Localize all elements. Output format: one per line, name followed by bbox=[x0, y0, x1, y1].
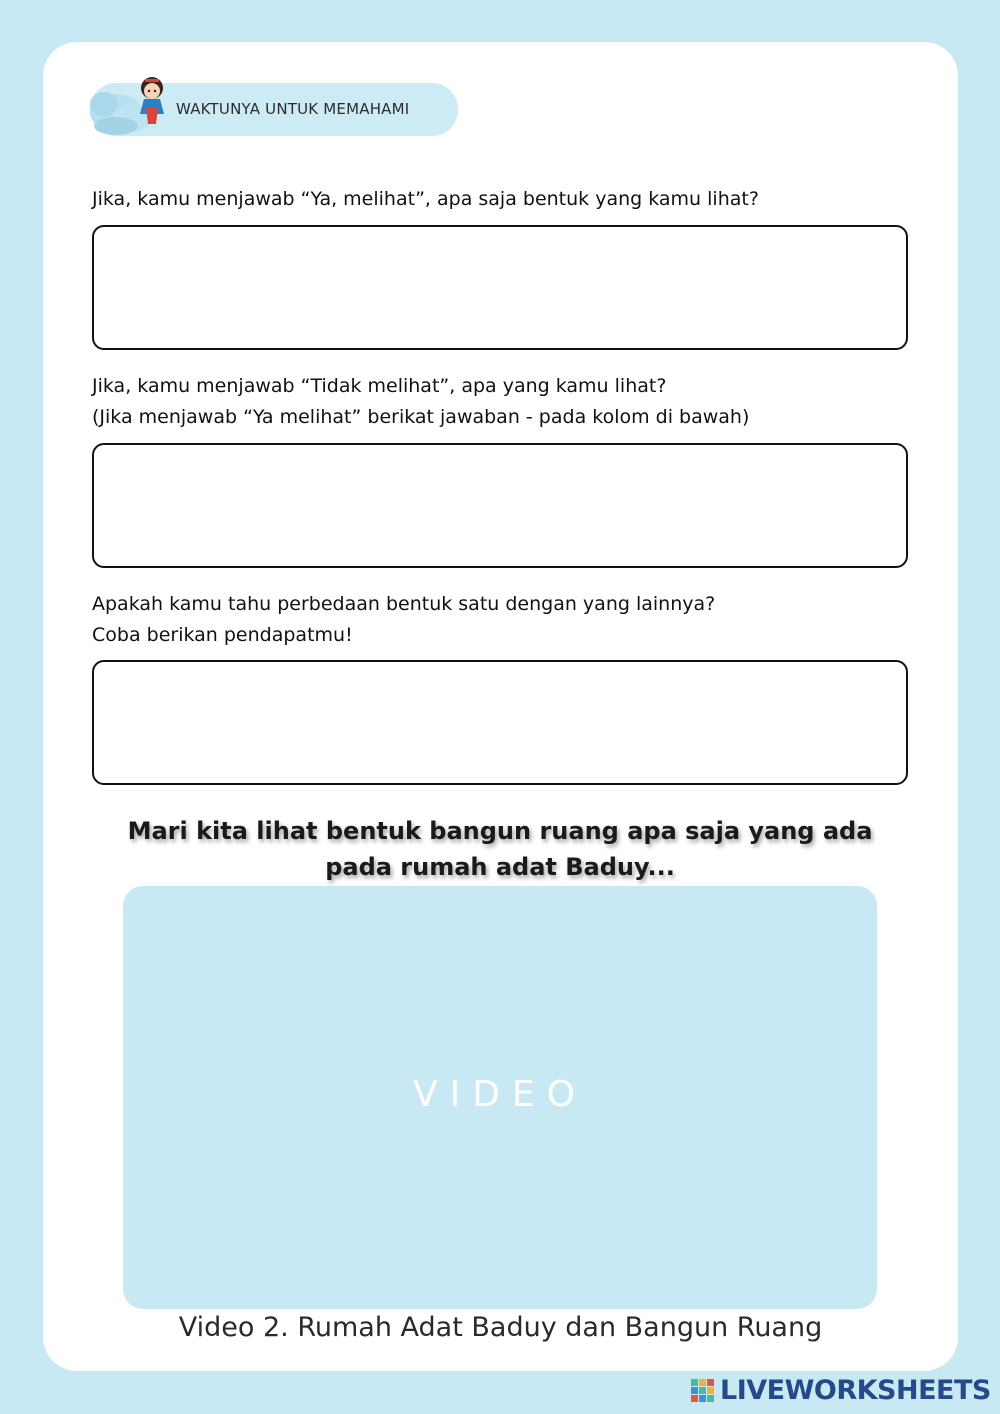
question-2-line-1: Jika, kamu menjawab “Tidak melihat”, apa yang kamu lihat? bbox=[92, 375, 667, 397]
liveworksheets-logo-icon bbox=[690, 1377, 716, 1403]
question-2-line-2: (Jika menjawab “Ya melihat” berikat jawaban - pada kolom di bawah) bbox=[92, 406, 750, 428]
question-1 bbox=[92, 184, 759, 215]
video-prompt-line-2: pada rumah adat Baduy... bbox=[325, 853, 675, 881]
video-caption: Video 2. Rumah Adat Baduy dan Bangun Ruang bbox=[178, 1312, 823, 1343]
question-2 bbox=[92, 371, 749, 433]
question-1-line-1: Jika, kamu menjawab “Ya, melihat”, apa saja bentuk yang kamu lihat? bbox=[92, 188, 759, 210]
video-prompt-line-1: Mari kita lihat bentuk bangun ruang apa saja yang ada bbox=[127, 817, 873, 845]
video-placeholder-label: VIDEO bbox=[412, 1074, 588, 1115]
video-prompt bbox=[100, 813, 900, 885]
girl-on-cloud-illustration bbox=[86, 68, 182, 140]
question-3-line-1: Apakah kamu tahu perbedaan bentuk satu dengan yang lainnya? bbox=[92, 593, 716, 615]
answer-box-3[interactable] bbox=[92, 660, 908, 785]
liveworksheets-wordmark: LIVEWORKSHEETS bbox=[720, 1374, 991, 1406]
answer-box-1[interactable] bbox=[92, 225, 908, 350]
liveworksheets-branding[interactable] bbox=[690, 1373, 991, 1407]
section-title: WAKTUNYA UNTUK MEMAHAMI bbox=[176, 100, 410, 118]
answer-box-2[interactable] bbox=[92, 443, 908, 568]
video-player[interactable] bbox=[123, 886, 877, 1309]
question-3 bbox=[92, 589, 715, 651]
question-3-line-2: Coba berikan pendapatmu! bbox=[92, 624, 353, 646]
